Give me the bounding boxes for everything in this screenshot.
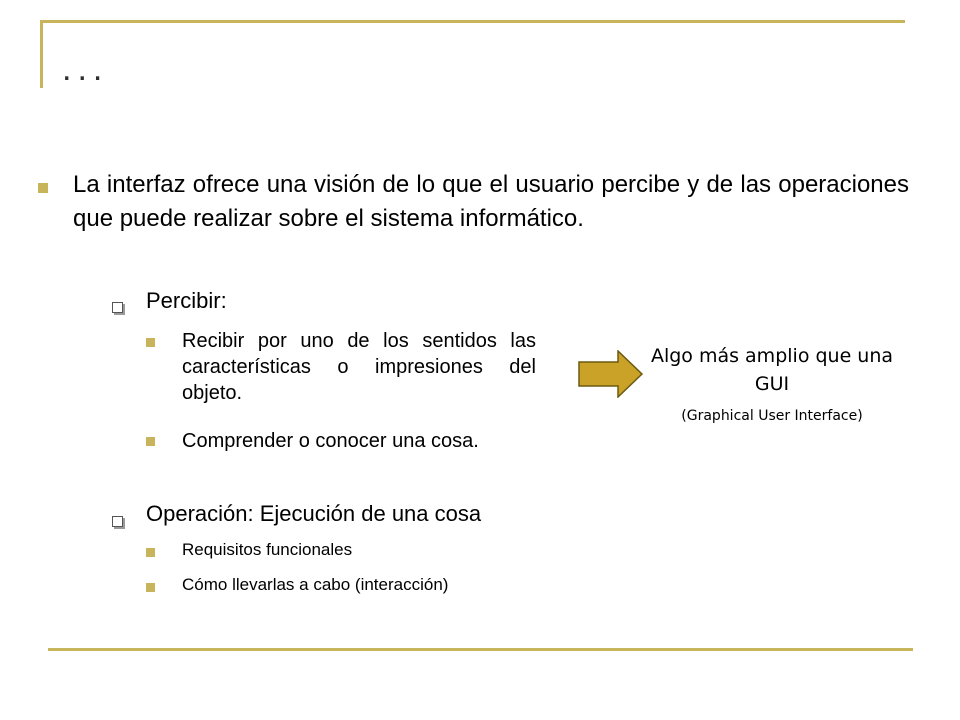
slide-title: ...	[62, 50, 109, 88]
operacion-item-2: Cómo llevarlas a cabo (interacción)	[182, 575, 449, 594]
callout-subtext: (Graphical User Interface)	[681, 408, 863, 424]
hollow-square-bullet-icon	[112, 302, 123, 313]
hollow-square-bullet-icon	[112, 516, 123, 527]
operacion-item-1: Requisitos funcionales	[182, 540, 353, 559]
main-bullet-text: La interfaz ofrece una visión de lo que el usuario percibe y de las operaciones que puede realizar sobre el sistema informático.	[73, 171, 909, 232]
callout-text: Algo más amplio que una GUI	[650, 345, 894, 395]
right-arrow-icon	[578, 350, 644, 398]
bullet-square-icon	[146, 338, 155, 347]
frame-left-line	[40, 20, 43, 88]
bullet-square-icon	[146, 548, 155, 557]
percibir-item-2: Comprender o conocer una cosa.	[182, 430, 479, 452]
bullet-square-icon	[146, 437, 155, 446]
frame-bottom-line	[48, 648, 913, 651]
bullet-square-icon	[38, 183, 48, 193]
bullet-square-icon	[146, 583, 155, 592]
percibir-item-1: Recibir por uno de los sentidos las características o impresiones del objeto.	[182, 330, 536, 404]
frame-top-line	[40, 20, 905, 23]
sub-bullet-percibir: Percibir:	[146, 288, 227, 313]
sub-bullet-operacion: Operación: Ejecución de una cosa	[146, 501, 482, 526]
